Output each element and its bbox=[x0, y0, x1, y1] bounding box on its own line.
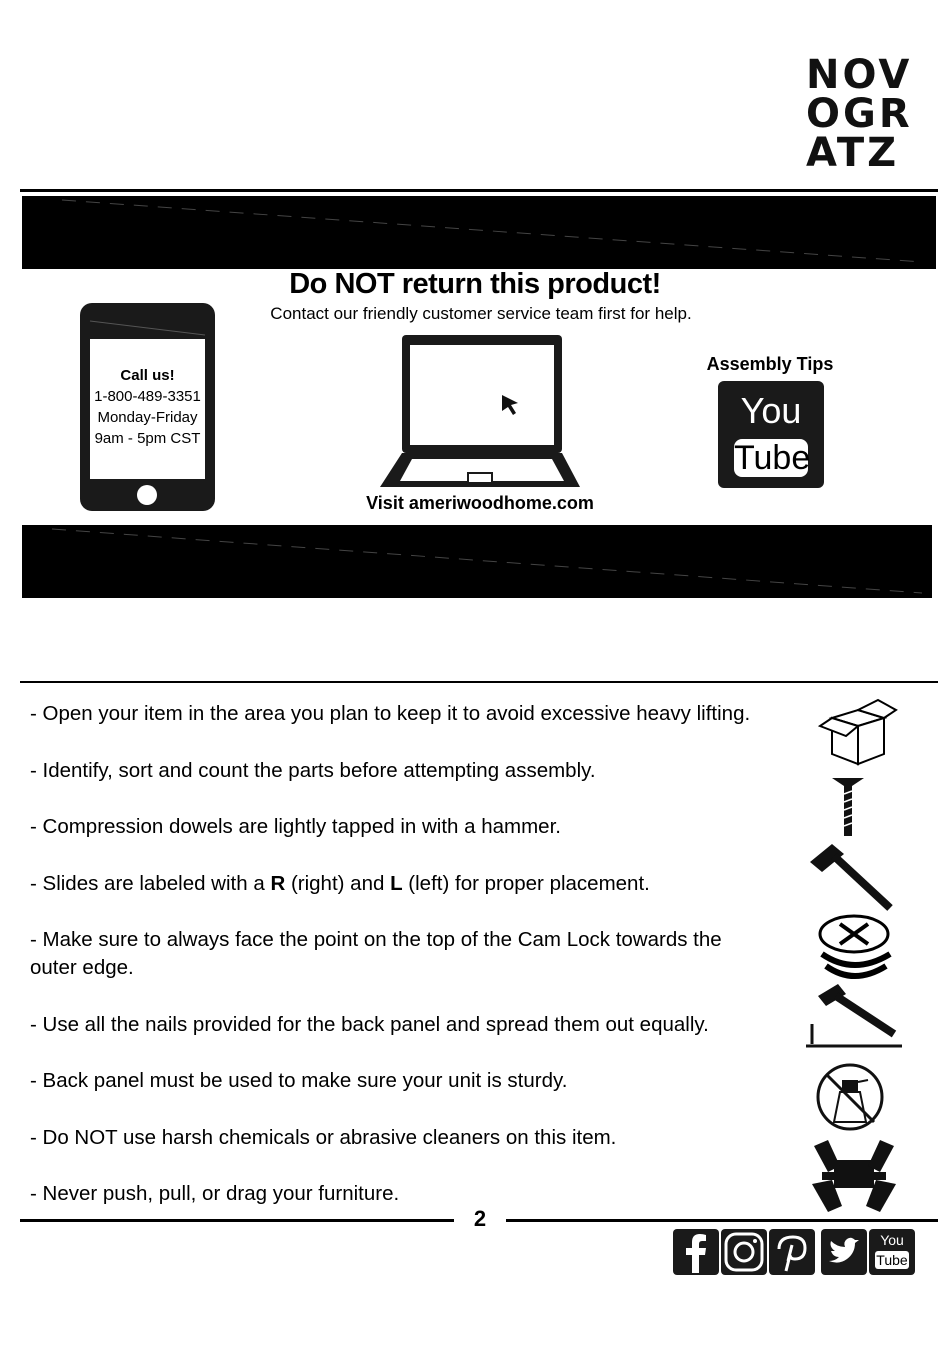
tips-divider bbox=[20, 681, 938, 683]
tip-item: - Use all the nails provided for the back panel and spread them out equally. bbox=[30, 1013, 709, 1036]
tip-item: - Make sure to always face the point on the top of the Cam Lock towards the outer edge. bbox=[30, 928, 722, 979]
assembly-tips-title: Assembly Tips bbox=[706, 354, 834, 374]
banner-texture bbox=[22, 525, 932, 598]
tip-item: - Never push, pull, or drag your furniture. bbox=[30, 1182, 400, 1205]
phone-number[interactable]: 1-800-489-3351 bbox=[94, 388, 201, 405]
website-link[interactable]: Visit ameriwoodhome.com bbox=[366, 493, 594, 513]
call-us-label: Call us! bbox=[120, 367, 175, 384]
tip-item: - Open your item in the area you plan to keep it to avoid excessive heavy lifting. bbox=[30, 702, 751, 725]
tip-item: - Identify, sort and count the parts before attempting assembly. bbox=[30, 759, 596, 782]
brand-logo bbox=[806, 52, 922, 176]
black-banner-bottom bbox=[22, 525, 932, 598]
top-divider bbox=[20, 189, 938, 192]
laptop-icon bbox=[380, 335, 580, 491]
page-number: 2 bbox=[473, 1206, 487, 1231]
phone-screen bbox=[90, 339, 205, 479]
tip-item: - Compression dowels are lightly tapped in with a hammer. bbox=[30, 815, 561, 838]
screw-icon bbox=[830, 776, 866, 840]
phone-home-button-icon bbox=[137, 485, 157, 505]
hammer-icon bbox=[808, 840, 894, 912]
tip-item: - Slides are labeled with a R (right) and L (left) for proper placement. bbox=[30, 872, 650, 895]
footer-divider-left bbox=[20, 1219, 454, 1222]
support-subline: Contact our friendly customer service team first for help. bbox=[270, 304, 692, 323]
cam-lock-icon bbox=[816, 914, 896, 986]
facebook-icon[interactable] bbox=[673, 1229, 719, 1275]
tip-item: - Do NOT use harsh chemicals or abrasive cleaners on this item. bbox=[30, 1126, 617, 1149]
youtube-small-tube: Tube bbox=[876, 1252, 908, 1268]
twitter-glyph bbox=[821, 1229, 867, 1275]
support-headline: Do NOT return this product! bbox=[289, 268, 661, 300]
hammer-nail-icon bbox=[804, 982, 904, 1052]
phone-card bbox=[80, 303, 215, 511]
facebook-glyph bbox=[673, 1229, 719, 1275]
pinterest-icon[interactable] bbox=[769, 1229, 815, 1275]
no-spray-icon bbox=[812, 1062, 890, 1132]
open-box-icon bbox=[818, 696, 898, 768]
tip-item: - Back panel must be used to make sure your unit is sturdy. bbox=[30, 1069, 568, 1092]
youtube-icon[interactable] bbox=[718, 381, 824, 488]
logo-line-1: NOV bbox=[806, 52, 913, 98]
footer-divider-right bbox=[506, 1219, 938, 1222]
youtube-tube-text: Tube bbox=[734, 439, 811, 477]
youtube-you-text: You bbox=[740, 390, 802, 431]
black-banner-top bbox=[22, 196, 936, 269]
phone-hours: 9am - 5pm CST bbox=[94, 430, 201, 447]
logo-line-3: ATZ bbox=[806, 130, 900, 176]
instagram-glyph bbox=[721, 1229, 767, 1275]
phone-days: Monday-Friday bbox=[97, 409, 198, 426]
two-person-lift-icon bbox=[806, 1136, 902, 1218]
youtube-small-you: You bbox=[880, 1232, 904, 1248]
instagram-icon[interactable] bbox=[721, 1229, 767, 1275]
youtube-small-icon[interactable] bbox=[869, 1229, 915, 1275]
twitter-icon[interactable] bbox=[821, 1229, 867, 1275]
pinterest-glyph bbox=[769, 1229, 815, 1275]
logo-line-2: OGR bbox=[806, 91, 913, 137]
banner-texture bbox=[22, 196, 936, 269]
phone-top-texture bbox=[80, 303, 215, 339]
